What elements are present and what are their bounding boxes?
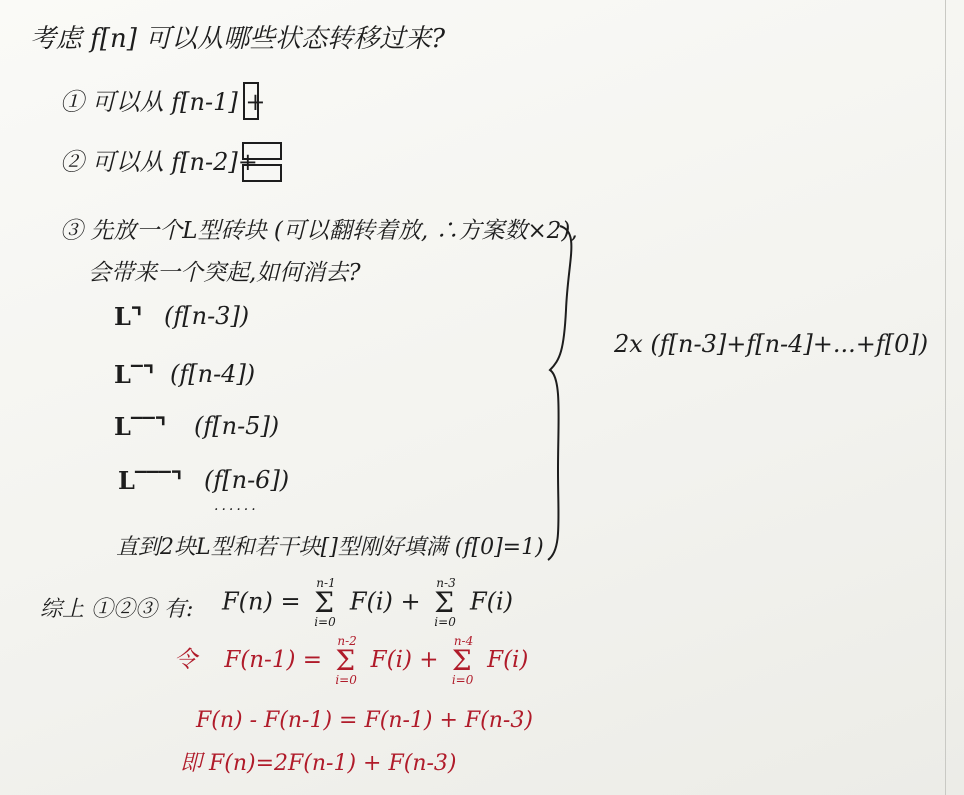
eq2-term2: F(i) — [487, 647, 529, 673]
sum-upper: n-1 — [316, 576, 336, 590]
summary-eq4: 即 F(n)=2F(n-1) + F(n-3) — [180, 751, 457, 776]
sum-upper: n-3 — [436, 576, 456, 590]
eq1-term2: F(i) — [469, 587, 513, 616]
subcase-shape: L‾‾⌝ — [114, 412, 167, 441]
ellipsis-dots: ...... — [214, 498, 259, 514]
heading: 考虑 f[n] 可以从哪些状态转移过来? — [30, 24, 446, 54]
case2-text: ② 可以从 f[n-2]+ — [60, 148, 258, 176]
page-edge — [945, 0, 946, 795]
eq2-term1: F(i) + — [370, 647, 439, 673]
sigma-icon: Σ — [314, 586, 335, 619]
sum-sign — [308, 576, 342, 629]
sum-lower: i=0 — [314, 615, 336, 629]
eq2-prefix: 令 — [174, 647, 197, 673]
sigma-icon: Σ — [434, 586, 455, 619]
sum-sign — [446, 634, 480, 687]
summary-eq1 — [222, 576, 513, 629]
case3-last: 直到2块L型和若干块[]型刚好填满 (f[0]=1) — [116, 535, 544, 560]
sum-lower: i=0 — [434, 615, 456, 629]
sum-upper: n-2 — [337, 634, 357, 648]
sigma-icon: Σ — [451, 644, 472, 677]
subcase-shape: L⌝ — [114, 302, 143, 331]
summary-eq3: F(n) - F(n-1) = F(n-1) + F(n-3) — [196, 708, 533, 733]
subcase-shape: L‾‾‾⌝ — [118, 466, 183, 495]
curly-brace-icon — [540, 220, 590, 565]
sigma-icon: Σ — [335, 644, 356, 677]
brace-result: 2x (f[n-3]+f[n-4]+...+f[0]) — [614, 330, 929, 358]
subcase-expr: (f[n-5]) — [194, 412, 280, 440]
sum-sign — [428, 576, 462, 629]
horizontal-domino-bottom-icon — [242, 164, 282, 182]
case3-line1: ③ 先放一个L型砖块 (可以翻转着放, ∴方案数×2), — [60, 218, 578, 244]
subcase-expr: (f[n-4]) — [170, 360, 256, 388]
sum-upper: n-4 — [453, 634, 474, 648]
eq1-term1: F(i) + — [349, 587, 421, 616]
summary-label: 综上 ①②③ 有: — [40, 597, 194, 622]
sum-sign — [329, 634, 363, 687]
eq2-lhs: F(n-1) = — [224, 647, 323, 673]
eq1-lhs: F(n) = — [222, 587, 301, 616]
horizontal-domino-top-icon — [242, 142, 282, 160]
summary-eq2 — [174, 634, 529, 687]
case3-line2: 会带来一个突起,如何消去? — [88, 260, 361, 286]
sum-lower: i=0 — [335, 673, 357, 687]
vertical-domino-icon — [243, 82, 259, 120]
sum-lower: i=0 — [451, 673, 474, 687]
subcase-expr: (f[n-6]) — [204, 466, 290, 494]
case1-text: ① 可以从 f[n-1] + — [60, 88, 266, 116]
subcase-shape: L‾⌝ — [114, 360, 155, 389]
subcase-expr: (f[n-3]) — [164, 302, 250, 330]
